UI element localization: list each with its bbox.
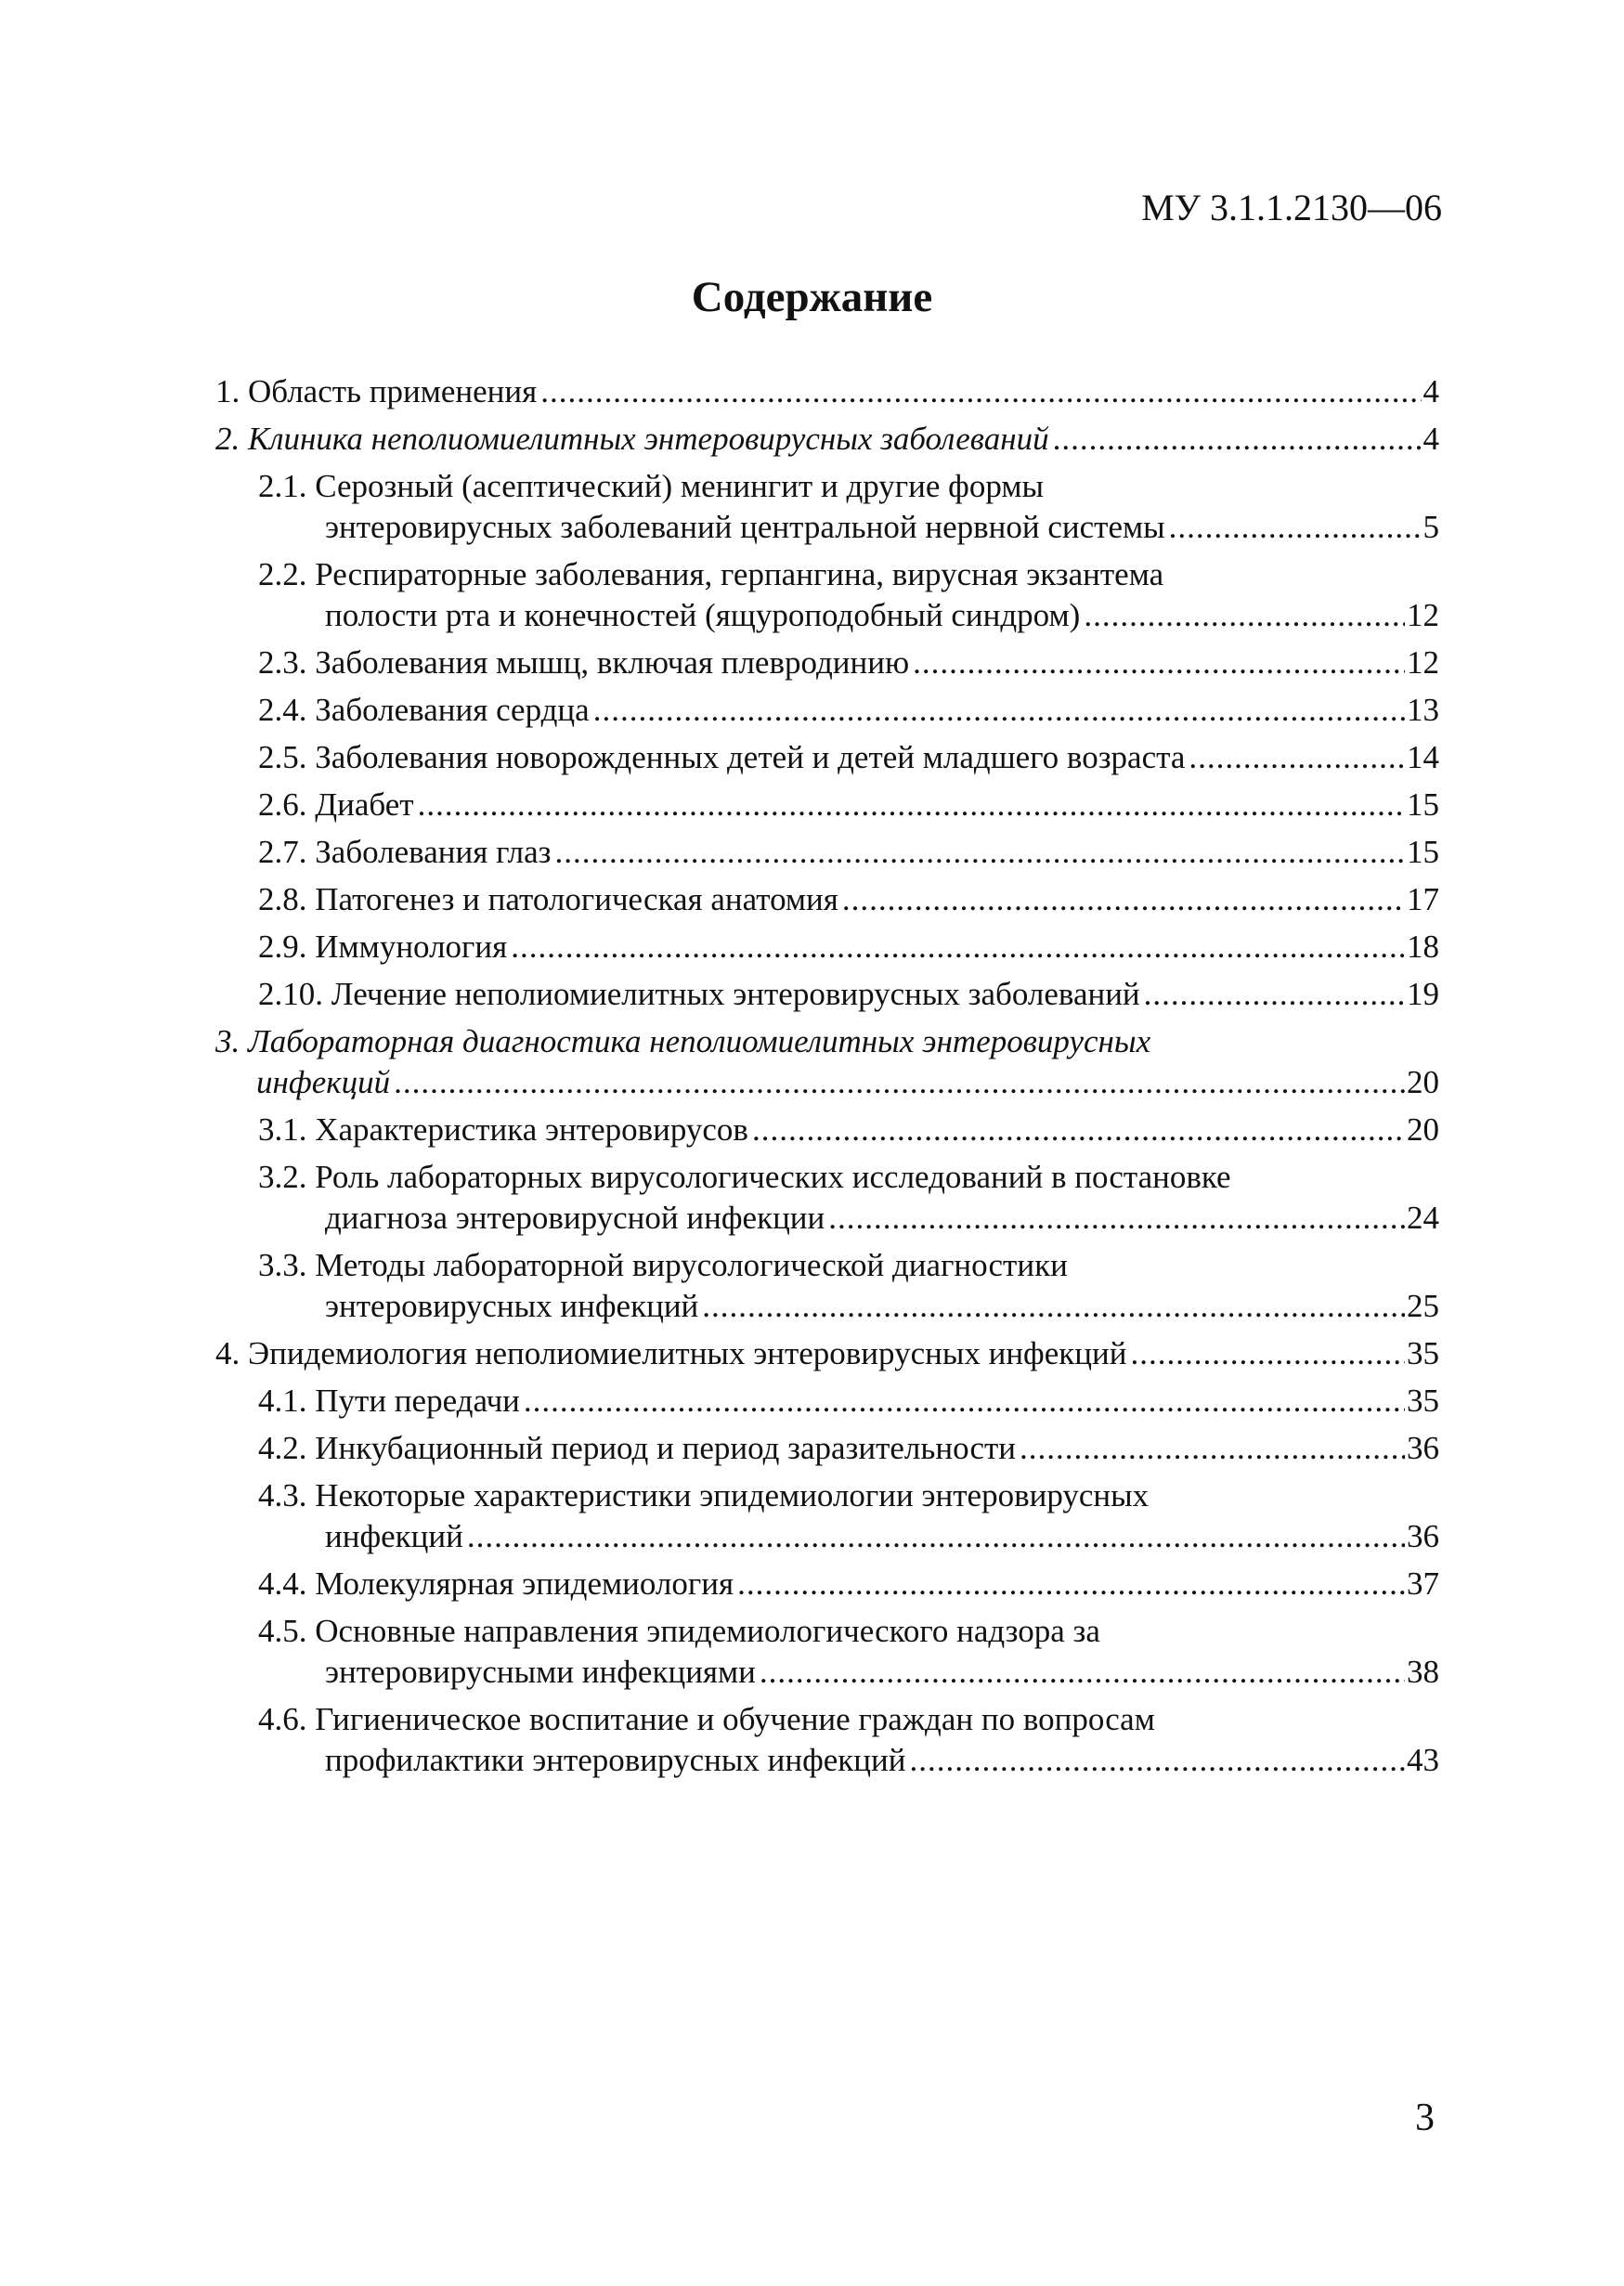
toc-entry-title: энтеровирусных инфекций	[325, 1288, 699, 1324]
dot-leader	[1084, 595, 1405, 636]
toc-entry-title: энтеровирусными инфекциями	[325, 1654, 756, 1690]
toc-entry-page: 15	[1407, 834, 1439, 870]
toc-entry-page: 20	[1407, 1064, 1439, 1100]
toc-entry[interactable]	[215, 1021, 1439, 1103]
dot-leader	[1053, 419, 1422, 460]
toc-entry-title: 2.8. Патогенез и патологическая анатомия	[258, 881, 838, 917]
toc-entry-title: инфекций	[256, 1064, 391, 1100]
toc-entry[interactable]	[215, 1475, 1439, 1557]
dot-leader	[511, 927, 1405, 968]
toc-entry-title-line: 4.6. Гигиеническое воспитание и обучение граждан по вопросам	[258, 1701, 1155, 1737]
toc-entry-title: 2.3. Заболевания мышц, включая плевродинию	[258, 644, 910, 681]
toc-entry-title: 2.7. Заболевания глаз	[258, 834, 552, 870]
toc-entry-page: 14	[1407, 739, 1439, 775]
toc-entry[interactable]	[215, 1157, 1439, 1239]
toc-entry-title: 4.4. Молекулярная эпидемиология	[258, 1565, 734, 1602]
dot-leader	[467, 1516, 1405, 1557]
dot-leader	[828, 1198, 1405, 1239]
dot-leader	[737, 1564, 1405, 1604]
toc-entry[interactable]	[215, 554, 1439, 636]
toc-entry-page: 37	[1407, 1565, 1439, 1602]
toc-entry[interactable]	[215, 1110, 1439, 1150]
toc-entry-page: 4	[1423, 373, 1439, 409]
toc-entry-title: 4.2. Инкубационный период и период заразительности	[258, 1430, 1017, 1466]
toc-entry[interactable]	[215, 1333, 1439, 1374]
toc-entry[interactable]	[215, 1428, 1439, 1469]
toc-entry[interactable]	[215, 1245, 1439, 1327]
toc-entry-page: 35	[1407, 1335, 1439, 1371]
toc-entry-title: профилактики энтеровирусных инфекций	[325, 1742, 906, 1778]
toc-entry-title: 4. Эпидемиология неполиомиелитных энтеровирусных инфекций	[215, 1335, 1127, 1371]
toc-entry-page: 15	[1407, 786, 1439, 823]
dot-leader	[418, 785, 1405, 825]
dot-leader	[913, 643, 1405, 683]
dot-leader	[394, 1062, 1405, 1103]
toc-entry[interactable]	[215, 927, 1439, 968]
toc-entry-page: 17	[1407, 881, 1439, 917]
dot-leader	[760, 1652, 1405, 1693]
toc-entry[interactable]	[215, 1564, 1439, 1604]
dot-leader	[1130, 1333, 1405, 1374]
toc-entry-page: 19	[1407, 976, 1439, 1012]
toc-entry[interactable]	[215, 879, 1439, 920]
toc-entry[interactable]	[215, 785, 1439, 825]
toc-entry-page: 13	[1407, 692, 1439, 728]
toc-entry-title: 2.4. Заболевания сердца	[258, 692, 590, 728]
page-number: 3	[1415, 2097, 1435, 2139]
toc-entry[interactable]	[215, 1699, 1439, 1781]
toc-entry-title: 2.5. Заболевания новорожденных детей и детей младшего возраста	[258, 739, 1186, 775]
toc-entry-title: диагноза энтеровирусной инфекции	[325, 1200, 825, 1236]
toc-entry-page: 20	[1407, 1111, 1439, 1148]
dot-leader	[1144, 974, 1405, 1015]
toc-entry-title: 1. Область применения	[215, 373, 538, 409]
dot-leader	[524, 1381, 1405, 1422]
toc-entry-page: 36	[1407, 1430, 1439, 1466]
toc-entry-page: 36	[1407, 1518, 1439, 1554]
page-title: Содержание	[691, 273, 933, 321]
toc-entry-title: энтеровирусных заболеваний центральной нервной системы	[325, 509, 1165, 545]
toc-entry[interactable]	[215, 974, 1439, 1015]
toc-entry-title: 4.1. Пути передачи	[258, 1383, 520, 1419]
toc-entry-title: инфекций	[325, 1518, 463, 1554]
toc-entry[interactable]	[215, 832, 1439, 873]
toc-entry-title-line: 3.3. Методы лабораторной вирусологической диагностики	[258, 1247, 1068, 1283]
toc-entry-title-line: 4.3. Некоторые характеристики эпидемиологии энтеровирусных	[258, 1477, 1150, 1513]
table-of-contents	[215, 371, 1439, 1781]
toc-entry-title-line: 3.2. Роль лабораторных вирусологических исследований в постановке	[258, 1159, 1231, 1195]
toc-entry[interactable]	[215, 737, 1439, 778]
document-code: МУ 3.1.1.2130—06	[1141, 187, 1442, 228]
toc-entry-title-line: 3. Лабораторная диагностика неполиомиелитных энтеровирусных	[215, 1023, 1151, 1059]
toc-entry-title: 2.6. Диабет	[258, 786, 414, 823]
dot-leader	[593, 690, 1405, 731]
toc-entry[interactable]	[215, 419, 1439, 460]
toc-entry-page: 25	[1407, 1288, 1439, 1324]
dot-leader	[752, 1110, 1405, 1150]
toc-entry[interactable]	[215, 1611, 1439, 1693]
dot-leader	[1189, 737, 1405, 778]
toc-entry-title-line: 2.2. Респираторные заболевания, герпангина, вирусная экзантема	[258, 556, 1164, 592]
toc-entry-page: 38	[1407, 1654, 1439, 1690]
toc-entry-title: 3.1. Характеристика энтеровирусов	[258, 1111, 748, 1148]
dot-leader	[540, 371, 1421, 412]
toc-entry-title: полости рта и конечностей (ящуроподобный синдром)	[325, 597, 1081, 633]
toc-entry-page: 18	[1407, 929, 1439, 965]
toc-entry-page: 24	[1407, 1200, 1439, 1236]
dot-leader	[909, 1740, 1405, 1781]
dot-leader	[554, 832, 1405, 873]
dot-leader	[1169, 507, 1422, 548]
toc-entry-title-line: 4.5. Основные направления эпидемиологического надзора за	[258, 1613, 1100, 1649]
toc-entry-page: 12	[1407, 644, 1439, 681]
toc-entry-page: 5	[1423, 509, 1439, 545]
toc-entry[interactable]	[215, 690, 1439, 731]
toc-entry[interactable]	[215, 643, 1439, 683]
toc-entry-page: 35	[1407, 1383, 1439, 1419]
toc-entry-title-line: 2.1. Серозный (асептический) менингит и другие формы	[258, 468, 1044, 504]
toc-entry-page: 43	[1407, 1742, 1439, 1778]
toc-entry-title: 2.9. Иммунология	[258, 929, 508, 965]
dot-leader	[1020, 1428, 1405, 1469]
toc-entry-page: 12	[1407, 597, 1439, 633]
toc-entry-page: 4	[1423, 421, 1439, 457]
toc-entry-title: 2. Клиника неполиомиелитных энтеровирусных заболеваний	[215, 421, 1049, 457]
toc-entry-title: 2.10. Лечение неполиомиелитных энтеровирусных заболеваний	[258, 976, 1140, 1012]
dot-leader	[842, 879, 1405, 920]
toc-entry[interactable]	[215, 371, 1439, 412]
toc-entry[interactable]	[215, 466, 1439, 548]
dot-leader	[702, 1286, 1405, 1327]
toc-entry[interactable]	[215, 1381, 1439, 1422]
